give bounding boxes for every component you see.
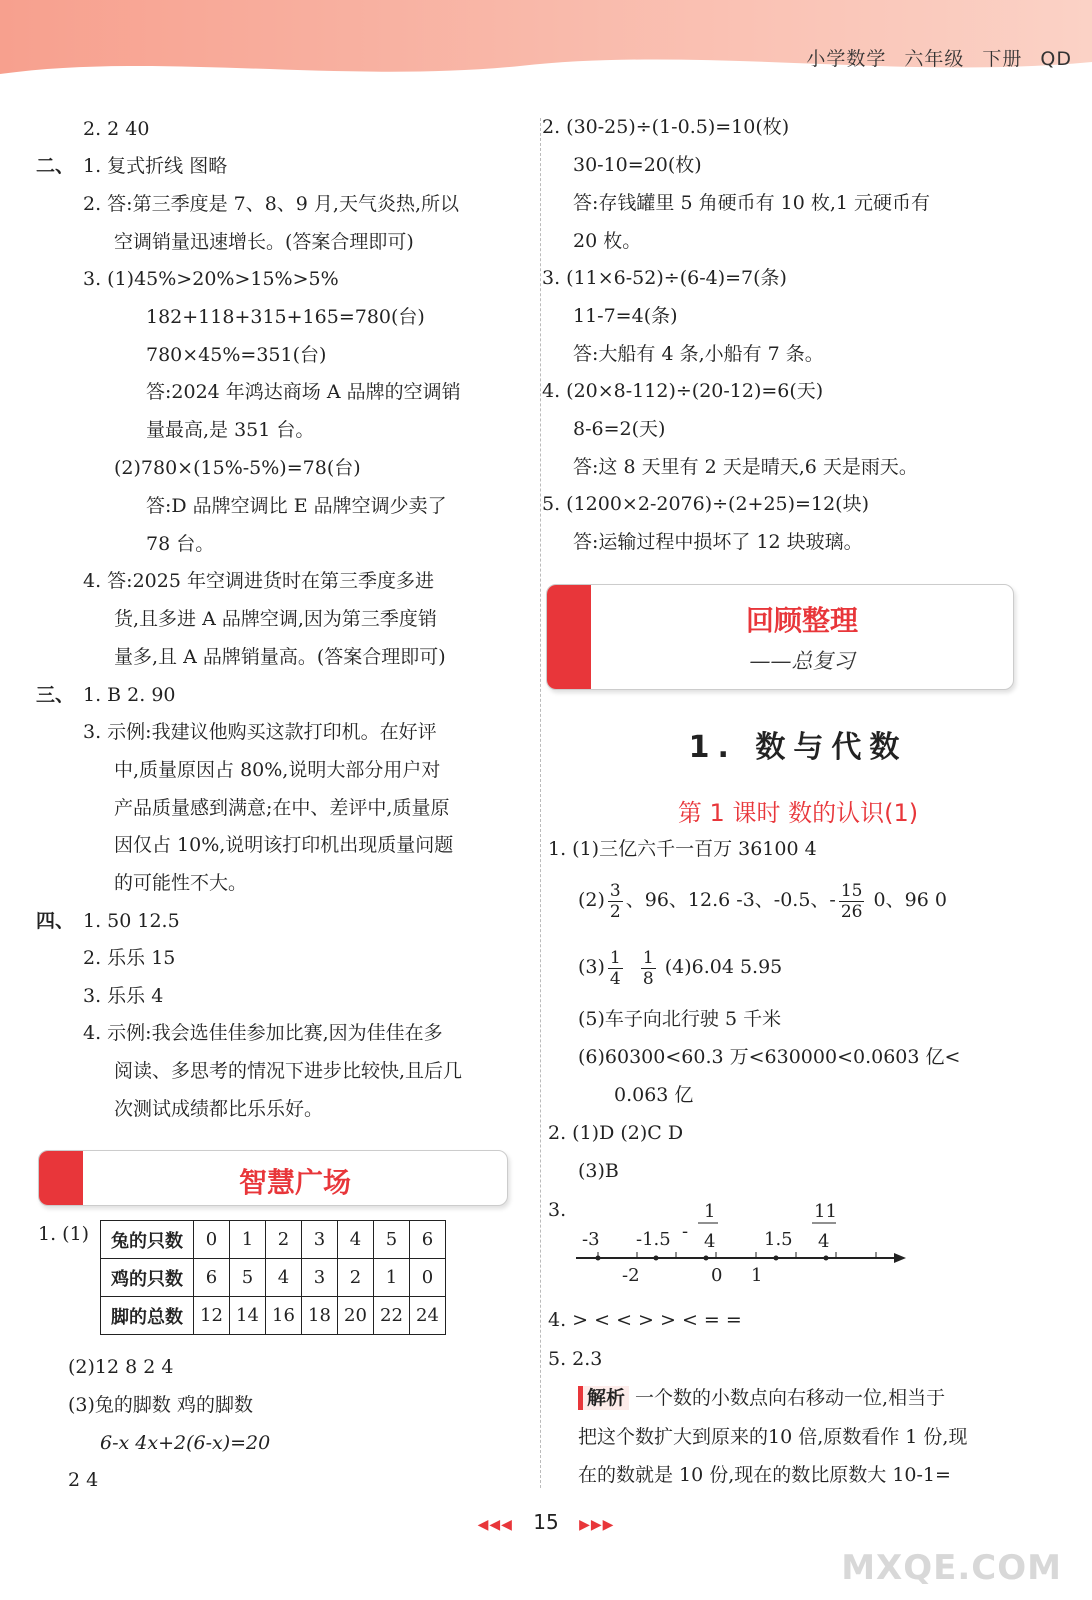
table-cell: 22 xyxy=(374,1297,410,1335)
table-cell: 6 xyxy=(410,1221,446,1259)
table-cell: 2 xyxy=(266,1221,302,1259)
fraction-numerator: 3 xyxy=(609,880,621,901)
right-a2 xyxy=(578,875,947,925)
right-a6: 0.063 亿 xyxy=(614,1084,694,1106)
table-cell: 5 xyxy=(374,1221,410,1259)
right-line-11: 5. (1200×2-2076)÷(2+25)=12(块) xyxy=(542,493,869,515)
nl-label: - xyxy=(682,1221,689,1242)
left-line-8: 答:2024 年鸿达商场 A 品牌的空调销 xyxy=(146,381,461,403)
nl-label: -1.5 xyxy=(636,1229,671,1250)
right-a14: 在的数就是 10 份,现在的数比原数大 10-1= xyxy=(578,1464,951,1486)
left-line-11: 答:D 品牌空调比 E 品牌空调少卖了 xyxy=(146,495,447,517)
fraction xyxy=(608,881,623,922)
left-line-m2: (3)兔的脚数 鸡的脚数 xyxy=(68,1394,253,1416)
right-a1: 1. (1)三亿六千一百万 36100 4 xyxy=(548,838,817,860)
left-line-10: (2)780×(15%-5%)=78(台) xyxy=(114,457,361,479)
point-marker xyxy=(774,1256,779,1261)
left-line-20: 因仅占 10%,说明该打印机出现质量问题 xyxy=(114,834,454,856)
fraction xyxy=(608,948,623,989)
table-row xyxy=(101,1259,446,1297)
right-a8: (3)B xyxy=(578,1160,619,1182)
header-title xyxy=(788,44,1072,71)
left-line-23: 2. 乐乐 15 xyxy=(83,947,176,969)
wisdom-square-banner xyxy=(38,1150,508,1206)
table-cell: 6 xyxy=(194,1259,230,1297)
right-line-4: 20 枚。 xyxy=(573,230,642,252)
right-line-12: 答:运输过程中损坏了 12 块玻璃。 xyxy=(573,531,863,553)
banner-accent xyxy=(547,585,591,689)
right-a3 xyxy=(578,942,782,992)
left-line-21: 的可能性不大。 xyxy=(114,872,248,894)
right-a10: 4. > < < > > < = = xyxy=(548,1309,742,1331)
table-header-cell: 脚的总数 xyxy=(101,1297,194,1335)
right-a9: 3. xyxy=(548,1199,567,1221)
table-cell: 14 xyxy=(230,1297,266,1335)
left-line-25: 4. 示例:我会选佳佳参加比赛,因为佳佳在多 xyxy=(83,1022,443,1044)
next-arrows-icon: ▶▶▶ xyxy=(579,1517,615,1533)
left-line-9: 量最高,是 351 台。 xyxy=(146,419,315,441)
banner-title: 智慧广场 xyxy=(238,1166,351,1199)
left-line-19: 产品质量感到满意;在中、差评中,质量原 xyxy=(114,797,450,819)
fraction-denominator: 8 xyxy=(642,968,654,989)
point-marker xyxy=(824,1256,829,1261)
number-line-arrow xyxy=(894,1253,906,1263)
number-line xyxy=(570,1195,920,1290)
left-line-27: 次测试成绩都比乐乐好。 xyxy=(114,1098,324,1120)
left-line-m1: (2)12 8 2 4 xyxy=(68,1356,174,1378)
lesson-title: 第 1 课时 数的认识(1) xyxy=(677,799,919,827)
left-line-17: 3. 示例:我建议他购买这款打印机。在好评 xyxy=(83,721,437,743)
right-a11: 5. 2.3 xyxy=(548,1348,603,1370)
a3-end: (4)6.04 5.95 xyxy=(658,956,783,978)
nl-label: -3 xyxy=(582,1229,600,1250)
fraction-numerator: 15 xyxy=(840,880,863,901)
left-line-6: 182+118+315+165=780(台) xyxy=(146,306,425,328)
table-cell: 5 xyxy=(230,1259,266,1297)
fraction-numerator: 1 xyxy=(609,947,621,968)
header-grade: 六年级 xyxy=(904,48,965,70)
nl-label: -2 xyxy=(622,1265,640,1286)
review-title: 回顾整理 xyxy=(745,604,858,637)
right-a12 xyxy=(578,1386,945,1410)
section-three-label: 三、 xyxy=(36,684,75,706)
table-row xyxy=(101,1297,446,1335)
a2-end: 0、96 0 xyxy=(867,889,947,911)
left-line-24: 3. 乐乐 4 xyxy=(83,985,164,1007)
fraction-denominator: 2 xyxy=(609,901,621,922)
nl-label: 4 xyxy=(818,1231,830,1252)
right-line-6: 11-7=4(条) xyxy=(573,305,678,327)
banner-accent xyxy=(39,1151,83,1205)
header-band xyxy=(0,0,1092,88)
table-cell: 4 xyxy=(266,1259,302,1297)
left-line-12: 78 台。 xyxy=(146,533,215,555)
left-line-2: 1. 复式折线 图略 xyxy=(83,155,228,177)
page-number: 15 xyxy=(533,1510,559,1534)
right-line-10: 答:这 8 天里有 2 天是晴天,6 天是雨天。 xyxy=(573,456,918,478)
table-cell: 3 xyxy=(302,1259,338,1297)
left-line-m4: 2 4 xyxy=(68,1469,99,1491)
right-a5: (6)60300<60.3 万<630000<0.0603 亿< xyxy=(578,1046,961,1068)
right-line-5: 3. (11×6-52)÷(6-4)=7(条) xyxy=(542,267,787,289)
table-cell: 3 xyxy=(302,1221,338,1259)
a2-middle: 、96、12.6 -3、-0.5、- xyxy=(625,889,836,911)
header-subject: 小学数学 xyxy=(806,48,887,70)
point-marker xyxy=(654,1256,659,1261)
nl-label: 1.5 xyxy=(764,1229,793,1250)
a2-prefix: (2) xyxy=(578,889,605,911)
nl-label: 4 xyxy=(704,1231,716,1252)
fraction-numerator: 1 xyxy=(642,947,654,968)
right-line-1: 2. (30-25)÷(1-0.5)=10(枚) xyxy=(542,116,790,138)
a3-prefix: (3) xyxy=(578,956,605,978)
right-a13: 把这个数扩大到原来的10 倍,原数看作 1 份,现 xyxy=(578,1426,968,1448)
nl-label: 1 xyxy=(704,1201,716,1222)
fraction-denominator: 4 xyxy=(609,968,621,989)
table-cell: 18 xyxy=(302,1297,338,1335)
section-two-label: 二、 xyxy=(36,155,75,177)
left-line-14: 货,且多进 A 品牌空调,因为第三季度销 xyxy=(114,608,437,630)
left-line-4: 空调销量迅速增长。(答案合理即可) xyxy=(114,231,414,253)
table-cell: 0 xyxy=(410,1259,446,1297)
left-line-1: 2. 2 40 xyxy=(83,118,150,140)
table-cell: 12 xyxy=(194,1297,230,1335)
table-cell: 1 xyxy=(374,1259,410,1297)
chapter-title: 1. 数与代数 xyxy=(688,730,908,765)
fraction xyxy=(839,881,865,922)
review-subtitle: ——总复习 xyxy=(749,649,855,673)
nl-label: 1 xyxy=(751,1265,763,1286)
table-header-cell: 鸡的只数 xyxy=(101,1259,194,1297)
table-header-cell: 兔的只数 xyxy=(101,1221,194,1259)
right-line-3: 答:存钱罐里 5 角硬币有 10 枚,1 元硬币有 xyxy=(573,192,930,214)
left-line-22: 1. 50 12.5 xyxy=(83,910,180,932)
table-cell: 16 xyxy=(266,1297,302,1335)
table-cell: 20 xyxy=(338,1297,374,1335)
right-line-9: 8-6=2(天) xyxy=(573,418,666,440)
point-marker xyxy=(704,1256,709,1261)
table-row xyxy=(101,1221,446,1259)
left-line-16: 1. B 2. 90 xyxy=(83,684,176,706)
left-line-7: 780×45%=351(台) xyxy=(146,344,327,366)
right-a7: 2. (1)D (2)C D xyxy=(548,1122,684,1144)
header-edition: QD xyxy=(1040,48,1072,70)
left-line-5: 3. (1)45%>20%>15%>5% xyxy=(83,268,339,290)
right-line-8: 4. (20×8-112)÷(20-12)=6(天) xyxy=(542,380,824,402)
left-line-26: 阅读、多思考的情况下进步比较快,且后几 xyxy=(114,1060,463,1082)
page-footer xyxy=(0,1510,1092,1534)
right-line-7: 答:大船有 4 条,小船有 7 条。 xyxy=(573,343,824,365)
header-volume: 下册 xyxy=(982,48,1023,70)
nl-label: 0 xyxy=(711,1265,723,1286)
left-line-3: 2. 答:第三季度是 7、8、9 月,天气炎热,所以 xyxy=(83,193,459,215)
watermark: MXQE.COM xyxy=(841,1548,1062,1588)
rabbit-chicken-table xyxy=(100,1220,446,1335)
left-line-18: 中,质量原因占 80%,说明大部分用户对 xyxy=(114,759,441,781)
table-cell: 2 xyxy=(338,1259,374,1297)
nl-label: 11 xyxy=(814,1201,837,1222)
table-cell: 0 xyxy=(194,1221,230,1259)
left-line-15: 量多,且 A 品牌销量高。(答案合理即可) xyxy=(114,646,446,668)
right-line-2: 30-10=20(枚) xyxy=(573,154,702,176)
table-cell: 24 xyxy=(410,1297,446,1335)
point-marker xyxy=(596,1256,601,1261)
column-divider xyxy=(540,118,541,1488)
left-line-m3: 6-x 4x+2(6-x)=20 xyxy=(100,1432,271,1454)
prev-arrows-icon: ◀◀◀ xyxy=(477,1517,513,1533)
table-question-label: 1. (1) xyxy=(38,1223,90,1245)
analysis-text: 一个数的小数点向右移动一位,相当于 xyxy=(629,1387,946,1409)
fraction xyxy=(641,948,656,989)
analysis-tag: 解析 xyxy=(578,1386,629,1410)
fraction-denominator: 26 xyxy=(840,901,863,922)
review-banner xyxy=(546,584,1014,690)
table-cell: 4 xyxy=(338,1221,374,1259)
left-line-13: 4. 答:2025 年空调进货时在第三季度多进 xyxy=(83,570,434,592)
right-a4: (5)车子向北行驶 5 千米 xyxy=(578,1008,782,1030)
section-four-label: 四、 xyxy=(36,910,75,932)
table-cell: 1 xyxy=(230,1221,266,1259)
